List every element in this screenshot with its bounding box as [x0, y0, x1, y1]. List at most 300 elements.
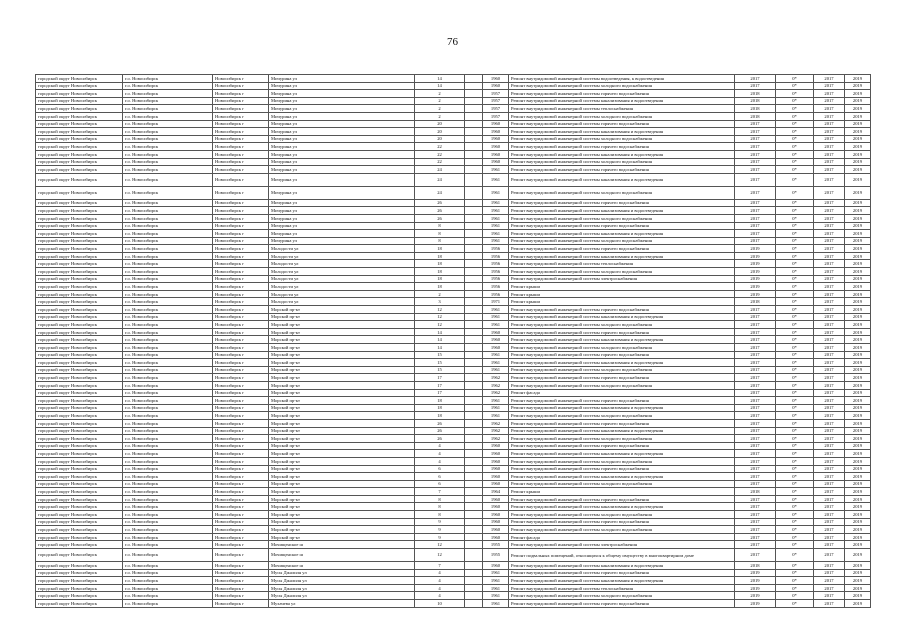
- period-end-cell: 2019: [845, 252, 871, 260]
- table-row: [36, 135, 871, 143]
- building-cell: [465, 569, 483, 577]
- municipality-cell: городской округ Новосибирск: [36, 518, 123, 526]
- building-cell: [465, 252, 483, 260]
- locality-cell: Новосибирск г: [213, 105, 269, 113]
- building-cell: [465, 488, 483, 496]
- street-cell: Мочищенское ш: [269, 541, 415, 549]
- settlement-cell: г.о. Новосибирск: [123, 533, 213, 541]
- table-row: [36, 533, 871, 541]
- year-built-cell: 1961: [483, 230, 509, 238]
- house-number-cell: 6: [415, 473, 465, 481]
- house-number-cell: 4: [415, 569, 465, 577]
- year-built-cell: 1962: [483, 427, 509, 435]
- plan-year-cell: 2017: [735, 313, 776, 321]
- work-type-cell: Ремонт внутридомовой инженерной системы горячего водоснабжения: [509, 442, 735, 450]
- year-built-cell: 1960: [483, 473, 509, 481]
- period-end-cell: 2019: [845, 328, 871, 336]
- building-cell: [465, 503, 483, 511]
- building-cell: [465, 511, 483, 519]
- building-cell: [465, 275, 483, 283]
- house-number-cell: 22: [415, 158, 465, 166]
- house-number-cell: 26: [415, 427, 465, 435]
- municipality-cell: городской округ Новосибирск: [36, 592, 123, 600]
- locality-cell: Новосибирск г: [213, 260, 269, 268]
- house-number-cell: 17: [415, 389, 465, 397]
- work-type-cell: Ремонт крыши: [509, 290, 735, 298]
- plan-year-cell: 2017: [735, 450, 776, 458]
- plan-year-cell: 2017: [735, 427, 776, 435]
- period-end-cell: 2019: [845, 419, 871, 427]
- year-built-cell: 1960: [483, 135, 509, 143]
- settlement-cell: г.о. Новосибирск: [123, 577, 213, 585]
- settlement-cell: г.о. Новосибирск: [123, 321, 213, 329]
- table-row: [36, 186, 871, 199]
- municipality-cell: городской округ Новосибирск: [36, 298, 123, 306]
- cost-cell: 0*: [776, 592, 814, 600]
- period-end-cell: 2019: [845, 366, 871, 374]
- period-end-cell: 2019: [845, 158, 871, 166]
- locality-cell: Новосибирск г: [213, 359, 269, 367]
- cost-cell: 0*: [776, 419, 814, 427]
- settlement-cell: г.о. Новосибирск: [123, 158, 213, 166]
- plan-year-cell: 2017: [735, 199, 776, 207]
- table-row: [36, 150, 871, 158]
- house-number-cell: 17: [415, 374, 465, 382]
- period-start-cell: 2017: [814, 283, 845, 291]
- house-number-cell: 14: [415, 82, 465, 90]
- settlement-cell: г.о. Новосибирск: [123, 82, 213, 90]
- locality-cell: Новосибирск г: [213, 82, 269, 90]
- street-cell: Мичурина ул: [269, 120, 415, 128]
- house-number-cell: 26: [415, 199, 465, 207]
- municipality-cell: городской округ Новосибирск: [36, 105, 123, 113]
- municipality-cell: городской округ Новосибирск: [36, 214, 123, 222]
- year-built-cell: 1961: [483, 359, 509, 367]
- street-cell: Морской пр-кт: [269, 450, 415, 458]
- year-built-cell: 1960: [483, 150, 509, 158]
- period-end-cell: 2019: [845, 584, 871, 592]
- municipality-cell: городской округ Новосибирск: [36, 526, 123, 534]
- street-cell: Морской пр-кт: [269, 442, 415, 450]
- page-number: 76: [447, 36, 458, 48]
- street-cell: Мичурина ул: [269, 150, 415, 158]
- street-cell: Мичурина ул: [269, 135, 415, 143]
- period-end-cell: 2019: [845, 488, 871, 496]
- work-type-cell: Ремонт внутридомовой инженерной системы водоотведения, к водоотведения: [509, 75, 735, 83]
- house-number-cell: 3: [415, 298, 465, 306]
- municipality-cell: городской округ Новосибирск: [36, 488, 123, 496]
- cost-cell: 0*: [776, 298, 814, 306]
- building-cell: [465, 412, 483, 420]
- plan-year-cell: 2017: [735, 207, 776, 215]
- work-type-cell: Ремонт внутридомовой инженерной системы горячего водоснабжения: [509, 374, 735, 382]
- building-cell: [465, 495, 483, 503]
- house-number-cell: 18: [415, 412, 465, 420]
- table-row: [36, 374, 871, 382]
- cost-cell: 0*: [776, 457, 814, 465]
- table-row: [36, 97, 871, 105]
- work-type-cell: Ремонт фасада: [509, 389, 735, 397]
- house-number-cell: 4: [415, 584, 465, 592]
- cost-cell: 0*: [776, 82, 814, 90]
- period-start-cell: 2017: [814, 473, 845, 481]
- house-number-cell: 18: [415, 283, 465, 291]
- year-built-cell: 1960: [483, 336, 509, 344]
- plan-year-cell: 2019: [735, 252, 776, 260]
- settlement-cell: г.о. Новосибирск: [123, 260, 213, 268]
- cost-cell: 0*: [776, 143, 814, 151]
- work-type-cell: Ремонт внутридомовой инженерной системы канализования и водоотведения: [509, 427, 735, 435]
- house-number-cell: 4: [415, 577, 465, 585]
- house-number-cell: 10: [415, 600, 465, 608]
- cost-cell: 0*: [776, 397, 814, 405]
- municipality-cell: городской округ Новосибирск: [36, 397, 123, 405]
- plan-year-cell: 2017: [735, 397, 776, 405]
- settlement-cell: г.о. Новосибирск: [123, 435, 213, 443]
- period-start-cell: 2017: [814, 150, 845, 158]
- building-cell: [465, 450, 483, 458]
- settlement-cell: г.о. Новосибирск: [123, 374, 213, 382]
- settlement-cell: г.о. Новосибирск: [123, 381, 213, 389]
- house-number-cell: 22: [415, 150, 465, 158]
- settlement-cell: г.о. Новосибирск: [123, 97, 213, 105]
- municipality-cell: городской округ Новосибирск: [36, 290, 123, 298]
- settlement-cell: г.о. Новосибирск: [123, 283, 213, 291]
- locality-cell: Новосибирск г: [213, 173, 269, 186]
- building-cell: [465, 344, 483, 352]
- building-cell: [465, 173, 483, 186]
- plan-year-cell: 2017: [735, 480, 776, 488]
- cost-cell: 0*: [776, 199, 814, 207]
- street-cell: Морской пр-кт: [269, 313, 415, 321]
- settlement-cell: г.о. Новосибирск: [123, 442, 213, 450]
- period-end-cell: 2019: [845, 268, 871, 276]
- locality-cell: Новосибирск г: [213, 351, 269, 359]
- settlement-cell: г.о. Новосибирск: [123, 511, 213, 519]
- street-cell: Морской пр-кт: [269, 366, 415, 374]
- table-row: [36, 268, 871, 276]
- municipality-cell: городской округ Новосибирск: [36, 321, 123, 329]
- work-type-cell: Ремонт внутридомовой инженерной системы холодного водоснабжения: [509, 480, 735, 488]
- settlement-cell: г.о. Новосибирск: [123, 457, 213, 465]
- table-row: [36, 207, 871, 215]
- settlement-cell: г.о. Новосибирск: [123, 90, 213, 98]
- building-cell: [465, 214, 483, 222]
- work-type-cell: Ремонт внутридомовой инженерной системы канализования и водоотведения: [509, 230, 735, 238]
- house-number-cell: 4: [415, 457, 465, 465]
- locality-cell: Новосибирск г: [213, 328, 269, 336]
- work-type-cell: Ремонт внутридомовой инженерной системы канализования и водоотведения: [509, 503, 735, 511]
- plan-year-cell: 2017: [735, 495, 776, 503]
- year-built-cell: 1961: [483, 600, 509, 608]
- table-row: [36, 143, 871, 151]
- building-cell: [465, 366, 483, 374]
- plan-year-cell: 2017: [735, 518, 776, 526]
- plan-year-cell: 2019: [735, 283, 776, 291]
- cost-cell: 0*: [776, 230, 814, 238]
- house-number-cell: 7: [415, 488, 465, 496]
- work-type-cell: Ремонт внутридомовой инженерной системы горячего водоснабжения: [509, 120, 735, 128]
- cost-cell: 0*: [776, 473, 814, 481]
- street-cell: Мочищенское ш: [269, 549, 415, 562]
- street-cell: Морской пр-кт: [269, 306, 415, 314]
- plan-year-cell: 2018: [735, 97, 776, 105]
- street-cell: Мичурина ул: [269, 237, 415, 245]
- cost-cell: 0*: [776, 465, 814, 473]
- work-type-cell: Ремонт внутридомовой инженерной системы горячего водоснабжения: [509, 518, 735, 526]
- building-cell: [465, 268, 483, 276]
- work-type-cell: Ремонт внутридомовой инженерной системы горячего водоснабжения: [509, 351, 735, 359]
- plan-year-cell: 2017: [735, 230, 776, 238]
- work-type-cell: Ремонт внутридомовой инженерной системы горячего водоснабжения: [509, 495, 735, 503]
- period-start-cell: 2017: [814, 351, 845, 359]
- period-start-cell: 2017: [814, 290, 845, 298]
- settlement-cell: г.о. Новосибирск: [123, 135, 213, 143]
- plan-year-cell: 2017: [735, 186, 776, 199]
- street-cell: Мичурина ул: [269, 128, 415, 136]
- work-type-cell: Ремонт внутридомовой инженерной системы холодного водоснабжения: [509, 592, 735, 600]
- house-number-cell: 24: [415, 173, 465, 186]
- year-built-cell: 1960: [483, 328, 509, 336]
- period-start-cell: 2017: [814, 488, 845, 496]
- work-type-cell: Ремонт внутридомовой инженерной системы горячего водоснабжения: [509, 166, 735, 174]
- building-cell: [465, 82, 483, 90]
- period-start-cell: 2017: [814, 173, 845, 186]
- period-end-cell: 2019: [845, 592, 871, 600]
- plan-year-cell: 2019: [735, 600, 776, 608]
- cost-cell: 0*: [776, 511, 814, 519]
- municipality-cell: городской округ Новосибирск: [36, 600, 123, 608]
- period-start-cell: 2017: [814, 199, 845, 207]
- house-number-cell: 8: [415, 511, 465, 519]
- period-start-cell: 2017: [814, 480, 845, 488]
- municipality-cell: городской округ Новосибирск: [36, 549, 123, 562]
- settlement-cell: г.о. Новосибирск: [123, 336, 213, 344]
- year-built-cell: 1960: [483, 450, 509, 458]
- work-type-cell: Ремонт внутридомовой инженерной системы горячего водоснабжения: [509, 90, 735, 98]
- street-cell: Морской пр-кт: [269, 412, 415, 420]
- table-row: [36, 75, 871, 83]
- cost-cell: 0*: [776, 222, 814, 230]
- cost-cell: 0*: [776, 214, 814, 222]
- work-type-cell: Ремонт внутридомовой инженерной системы канализования и водоотведения: [509, 128, 735, 136]
- work-type-cell: Ремонт внутридомовой инженерной системы холодного водоснабжения: [509, 237, 735, 245]
- period-end-cell: 2019: [845, 359, 871, 367]
- municipality-cell: городской округ Новосибирск: [36, 245, 123, 253]
- plan-year-cell: 2017: [735, 306, 776, 314]
- street-cell: Мичурина ул: [269, 105, 415, 113]
- year-built-cell: 1960: [483, 344, 509, 352]
- building-cell: [465, 600, 483, 608]
- table-row: [36, 511, 871, 519]
- work-type-cell: Ремонт внутридомовой инженерной системы холодного водоснабжения: [509, 82, 735, 90]
- street-cell: Мичурина ул: [269, 166, 415, 174]
- locality-cell: Новосибирск г: [213, 366, 269, 374]
- work-type-cell: Ремонт внутридомовой инженерной системы холодного водоснабжения: [509, 457, 735, 465]
- house-number-cell: 26: [415, 214, 465, 222]
- period-end-cell: 2019: [845, 135, 871, 143]
- period-end-cell: 2019: [845, 275, 871, 283]
- locality-cell: Новосибирск г: [213, 584, 269, 592]
- period-end-cell: 2019: [845, 562, 871, 570]
- table-row: [36, 252, 871, 260]
- municipality-cell: городской округ Новосибирск: [36, 374, 123, 382]
- municipality-cell: городской округ Новосибирск: [36, 128, 123, 136]
- cost-cell: 0*: [776, 526, 814, 534]
- plan-year-cell: 2017: [735, 128, 776, 136]
- year-built-cell: 1960: [483, 503, 509, 511]
- table-row: [36, 569, 871, 577]
- municipality-cell: городской округ Новосибирск: [36, 143, 123, 151]
- cost-cell: 0*: [776, 569, 814, 577]
- period-end-cell: 2019: [845, 600, 871, 608]
- cost-cell: 0*: [776, 283, 814, 291]
- house-number-cell: 12: [415, 321, 465, 329]
- table-row: [36, 366, 871, 374]
- plan-year-cell: 2017: [735, 389, 776, 397]
- cost-cell: 0*: [776, 306, 814, 314]
- house-number-cell: 18: [415, 275, 465, 283]
- cost-cell: 0*: [776, 128, 814, 136]
- building-cell: [465, 577, 483, 585]
- work-type-cell: Ремонт внутридомовой инженерной системы горячего водоснабжения: [509, 143, 735, 151]
- period-start-cell: 2017: [814, 457, 845, 465]
- municipality-cell: городской округ Новосибирск: [36, 275, 123, 283]
- table-row: [36, 336, 871, 344]
- settlement-cell: г.о. Новосибирск: [123, 473, 213, 481]
- municipality-cell: городской округ Новосибирск: [36, 412, 123, 420]
- street-cell: Морской пр-кт: [269, 495, 415, 503]
- settlement-cell: г.о. Новосибирск: [123, 450, 213, 458]
- cost-cell: 0*: [776, 275, 814, 283]
- settlement-cell: г.о. Новосибирск: [123, 313, 213, 321]
- period-start-cell: 2017: [814, 260, 845, 268]
- settlement-cell: г.о. Новосибирск: [123, 427, 213, 435]
- table-row: [36, 173, 871, 186]
- table-row: [36, 321, 871, 329]
- street-cell: Морской пр-кт: [269, 374, 415, 382]
- period-start-cell: 2017: [814, 143, 845, 151]
- period-end-cell: 2019: [845, 511, 871, 519]
- house-number-cell: 9: [415, 526, 465, 534]
- settlement-cell: г.о. Новосибирск: [123, 173, 213, 186]
- street-cell: Мичурина ул: [269, 199, 415, 207]
- period-start-cell: 2017: [814, 592, 845, 600]
- table-row: [36, 577, 871, 585]
- municipality-cell: городской округ Новосибирск: [36, 577, 123, 585]
- work-type-cell: Ремонт внутридомовой инженерной системы электроснабжения: [509, 275, 735, 283]
- cost-cell: 0*: [776, 290, 814, 298]
- plan-year-cell: 2018: [735, 90, 776, 98]
- house-number-cell: 8: [415, 495, 465, 503]
- settlement-cell: г.о. Новосибирск: [123, 328, 213, 336]
- period-end-cell: 2019: [845, 374, 871, 382]
- house-number-cell: 26: [415, 207, 465, 215]
- plan-year-cell: 2019: [735, 268, 776, 276]
- period-end-cell: 2019: [845, 577, 871, 585]
- plan-year-cell: 2017: [735, 173, 776, 186]
- cost-cell: 0*: [776, 97, 814, 105]
- building-cell: [465, 336, 483, 344]
- period-start-cell: 2017: [814, 166, 845, 174]
- municipality-cell: городской округ Новосибирск: [36, 230, 123, 238]
- cost-cell: 0*: [776, 245, 814, 253]
- period-start-cell: 2017: [814, 135, 845, 143]
- year-built-cell: 1960: [483, 457, 509, 465]
- building-cell: [465, 199, 483, 207]
- cost-cell: 0*: [776, 381, 814, 389]
- cost-cell: 0*: [776, 158, 814, 166]
- table-row: [36, 404, 871, 412]
- work-type-cell: Ремонт внутридомовой инженерной системы теплоснабжения: [509, 260, 735, 268]
- period-start-cell: 2017: [814, 533, 845, 541]
- locality-cell: Новосибирск г: [213, 533, 269, 541]
- year-built-cell: 1956: [483, 290, 509, 298]
- plan-year-cell: 2017: [735, 351, 776, 359]
- building-cell: [465, 404, 483, 412]
- table-row: [36, 450, 871, 458]
- period-end-cell: 2019: [845, 503, 871, 511]
- street-cell: Мичурина ул: [269, 112, 415, 120]
- repair-schedule-table: [35, 74, 871, 608]
- work-type-cell: Ремонт внутридомовой инженерной системы холодного водоснабжения: [509, 526, 735, 534]
- locality-cell: Новосибирск г: [213, 450, 269, 458]
- settlement-cell: г.о. Новосибирск: [123, 75, 213, 83]
- house-number-cell: 18: [415, 397, 465, 405]
- plan-year-cell: 2017: [735, 336, 776, 344]
- year-built-cell: 1962: [483, 419, 509, 427]
- table-row: [36, 457, 871, 465]
- period-start-cell: 2017: [814, 222, 845, 230]
- locality-cell: Новосибирск г: [213, 397, 269, 405]
- work-type-cell: Ремонт внутридомовой инженерной системы холодного водоснабжения: [509, 214, 735, 222]
- settlement-cell: г.о. Новосибирск: [123, 480, 213, 488]
- locality-cell: Новосибирск г: [213, 222, 269, 230]
- house-number-cell: 15: [415, 359, 465, 367]
- period-start-cell: 2017: [814, 569, 845, 577]
- street-cell: Мусы Джалиля ул: [269, 584, 415, 592]
- plan-year-cell: 2017: [735, 166, 776, 174]
- cost-cell: 0*: [776, 90, 814, 98]
- year-built-cell: 1960: [483, 518, 509, 526]
- table-row: [36, 541, 871, 549]
- period-end-cell: 2019: [845, 75, 871, 83]
- house-number-cell: 2: [415, 90, 465, 98]
- year-built-cell: 1960: [483, 143, 509, 151]
- municipality-cell: городской округ Новосибирск: [36, 237, 123, 245]
- locality-cell: Новосибирск г: [213, 495, 269, 503]
- period-start-cell: 2017: [814, 128, 845, 136]
- house-number-cell: 14: [415, 75, 465, 83]
- locality-cell: Новосибирск г: [213, 321, 269, 329]
- table-row: [36, 412, 871, 420]
- cost-cell: 0*: [776, 442, 814, 450]
- municipality-cell: городской округ Новосибирск: [36, 419, 123, 427]
- street-cell: Молодости ул: [269, 290, 415, 298]
- building-cell: [465, 381, 483, 389]
- settlement-cell: г.о. Новосибирск: [123, 268, 213, 276]
- year-built-cell: 1971: [483, 298, 509, 306]
- work-type-cell: Ремонт внутридомовой инженерной системы холодного водоснабжения: [509, 381, 735, 389]
- house-number-cell: 26: [415, 419, 465, 427]
- period-start-cell: 2017: [814, 389, 845, 397]
- house-number-cell: 18: [415, 260, 465, 268]
- table-row: [36, 488, 871, 496]
- municipality-cell: городской округ Новосибирск: [36, 480, 123, 488]
- period-start-cell: 2017: [814, 313, 845, 321]
- house-number-cell: 12: [415, 549, 465, 562]
- work-type-cell: Ремонт внутридомовой инженерной системы холодного водоснабжения: [509, 366, 735, 374]
